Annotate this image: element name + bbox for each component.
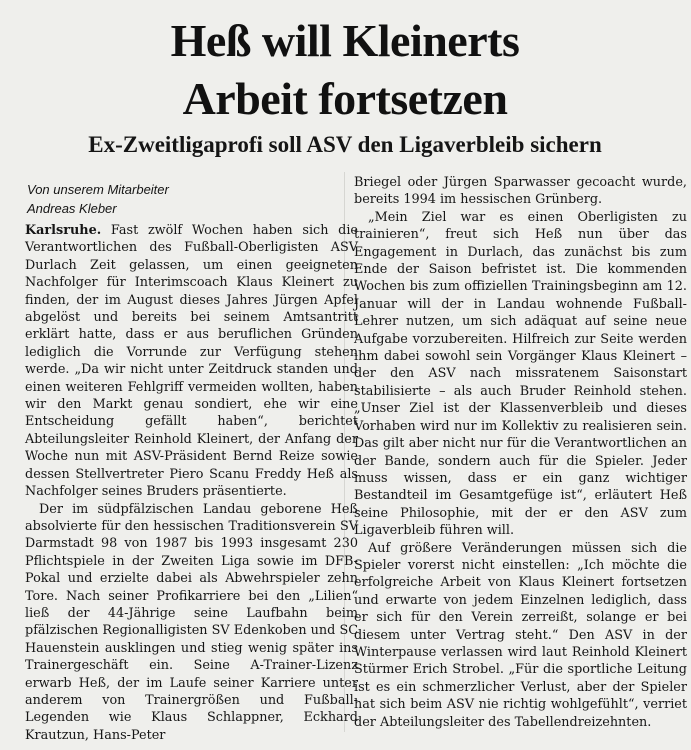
continuation-paragraph: Briegel oder Jürgen Sparwasser gecoacht wurde, bereits 1994 im hessischen Grünberg. bbox=[354, 175, 687, 208]
lead-paragraph bbox=[25, 222, 358, 501]
byline-author: Andreas Kleber bbox=[27, 201, 117, 216]
lead-text: Fast zwölf Wochen haben sich die Verantwortlichen des Fußball-Oberligisten ASV Durlach Zeit gelassen, um einen geeigneten Nachfolger für Interimscoach Klaus Kleinert zu finden, der im August dieses Jahres Jürgen Apfel abgelöst und bereits bei seinem Amtsantritt erklärt hatte, dass er aus beruflichen Gründen lediglich die Vorrunde zur Verfügung stehen werde. „Da wir nicht unter Zeitdruck standen und einen weiteren Fehlgriff vermeiden wollten, haben wir den Markt genau sondiert, ehe wir eine Entscheidung gefällt haben“, berichtet Abteilungsleiter Reinhold Kleinert, der Anfang der Woche nun mit ASV-Präsident Bernd Reize sowie dessen Stellvertreter Piero Scanu Freddy Heß als Nachfolger seines Bruders präsentierte. bbox=[25, 223, 359, 500]
paragraph-3: „Mein Ziel war es einen Oberligisten zu trainieren“, freut sich Heß nun über das Engagement in Durlach, das zunächst bis zum Ende der Saison befristet ist. Die kommenden Wochen bis zum offiziellen Trainingsbeginn am 12. Januar will der in Landau wohnende Fußball-Lehrer nutzen, um sich adäquat auf seine neue Aufgabe vorzubereiten. Hilfreich zur Seite werden ihm dabei sowohl sein Vorgänger Klaus Kleinert – der den ASV nach missratenem Saisonstart stabilisierte – als auch Bruder Reinhold stehen. „Unser Ziel ist der Klassenverbleib und dieses Vorhaben wird nur im Kollektiv zu realisieren sein. Das gilt aber nicht nur für die Verantwortlichen an der Bande, sondern auch für die Spieler. Jeder muss wissen, dass er ein ganz wichtiger Bestandteil im Gesamtgefüge ist“, erläutert Heß seine Philosophie, mit der er den ASV zum Ligaverbleib führen will. bbox=[354, 209, 687, 539]
dateline: Karlsruhe. bbox=[25, 223, 102, 238]
byline bbox=[27, 180, 358, 218]
paragraph-4: Auf größere Veränderungen müssen sich die Spieler vorerst nicht einstellen: „Ich möchte die erfolgreiche Arbeit von Klaus Kleinert fortsetzen und erwarte von jedem Einzelnen lediglich, dass er sich für den Verein zerreißt, solange er bei diesem unter Vertrag steht.“ Den ASV in der Winterpause verlassen wird laut Reinhold Kleinert Stürmer Erich Strobel. „Für die sportliche Leitung ist es ein schmerzlicher Verlust, aber der Spieler hat sich beim ASV nie richtig wohlgefühlt“, verriet der Abteilungsleiter des Tabellendreizehnten. bbox=[354, 540, 687, 730]
headline-line-2: Arbeit fortsetzen bbox=[182, 73, 508, 124]
byline-role: Von unserem Mitarbeiter bbox=[27, 182, 169, 197]
article-column-right bbox=[354, 174, 687, 731]
headline-line-1: Heß will Kleinerts bbox=[170, 15, 520, 66]
paragraph-2: Der im südpfälzischen Landau geborene Heß absolvierte für den hessischen Traditionsverein SV Darmstadt 98 von 1987 bis 1993 insgesamt 230 Pflichtspiele in der Zweiten Liga sowie im DFB-Pokal und erzielte dabei als Abwehrspieler zehn Tore. Nach seiner Profikarriere bei den „Lilien“ ließ der 44-Jährige seine Laufbahn beim pfälzischen Regionalligisten SV Edenkoben und SC Hauenstein ausklingen und stieg wenig später ins Trainergeschäft ein. Seine A-Trainer-Lizenz erwarb Heß, der im Laufe seiner Karriere unter anderem von Trainergrößen und Fußball-Legenden wie Klaus Schlappner, Eckhard Krautzun, Hans-Peter bbox=[25, 501, 358, 743]
subheadline: Ex-Zweitligaprofi soll ASV den Ligaverbleib sichern bbox=[88, 132, 602, 157]
article-column-left bbox=[25, 172, 358, 744]
